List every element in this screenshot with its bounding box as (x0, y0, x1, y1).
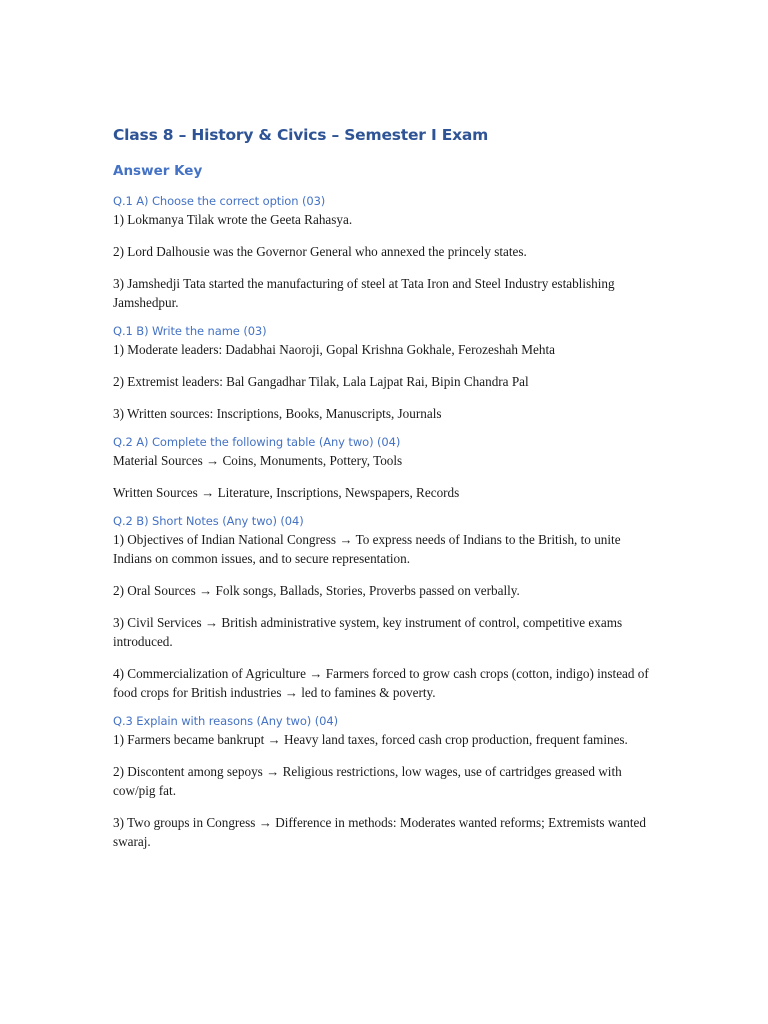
answer-item: 1) Lokmanya Tilak wrote the Geeta Rahasya. (113, 212, 353, 227)
answer-item: 3) Civil Services → British administrative system, key instrument of control, competitive exams introduced. (113, 615, 623, 649)
section-q3 (113, 713, 653, 851)
answer-item: 2) Oral Sources → Folk songs, Ballads, Stories, Proverbs passed on verbally. (113, 583, 520, 598)
answer-item: 4) Commercialization of Agriculture → Farmers forced to grow cash crops (cotton, indigo) instead of food crops for British industries → led to famines & poverty. (113, 666, 649, 700)
section-heading: Q.1 A) Choose the correct option (03) (113, 194, 326, 208)
answer-item: 2) Discontent among sepoys → Religious restrictions, low wages, use of cartridges greased with cow/pig fat. (113, 764, 622, 798)
section-heading: Q.3 Explain with reasons (Any two) (04) (113, 714, 338, 728)
document-title: Class 8 – History & Civics – Semester I Exam (113, 126, 489, 144)
answer-item: 3) Written sources: Inscriptions, Books, Manuscripts, Journals (113, 406, 442, 421)
answer-item: 1) Moderate leaders: Dadabhai Naoroji, Gopal Krishna Gokhale, Ferozeshah Mehta (113, 342, 555, 357)
answer-item: 1) Farmers became bankrupt → Heavy land taxes, forced cash crop production, frequent famines. (113, 732, 628, 747)
document-page (113, 124, 653, 862)
section-heading: Q.2 B) Short Notes (Any two) (04) (113, 514, 304, 528)
section-q2a (113, 434, 653, 502)
answer-item: 3) Jamshedji Tata started the manufacturing of steel at Tata Iron and Steel Industry establishing Jamshedpur. (113, 276, 615, 310)
section-heading: Q.1 B) Write the name (03) (113, 324, 267, 338)
answer-item: 3) Two groups in Congress → Difference in methods: Moderates wanted reforms; Extremists wanted swaraj. (113, 815, 646, 849)
document-subtitle: Answer Key (113, 163, 203, 179)
answer-item: 2) Extremist leaders: Bal Gangadhar Tilak, Lala Lajpat Rai, Bipin Chandra Pal (113, 374, 529, 389)
section-heading: Q.2 A) Complete the following table (Any two) (04) (113, 435, 401, 449)
section-q1b (113, 323, 653, 423)
answer-item: 2) Lord Dalhousie was the Governor General who annexed the princely states. (113, 244, 527, 259)
answer-item: Written Sources → Literature, Inscriptions, Newspapers, Records (113, 485, 460, 500)
section-q1a (113, 193, 653, 312)
answer-item: 1) Objectives of Indian National Congress → To express needs of Indians to the British, to unite Indians on common issues, and to secure representation. (113, 532, 621, 566)
section-q2b (113, 513, 653, 702)
answer-item: Material Sources → Coins, Monuments, Pottery, Tools (113, 453, 403, 468)
